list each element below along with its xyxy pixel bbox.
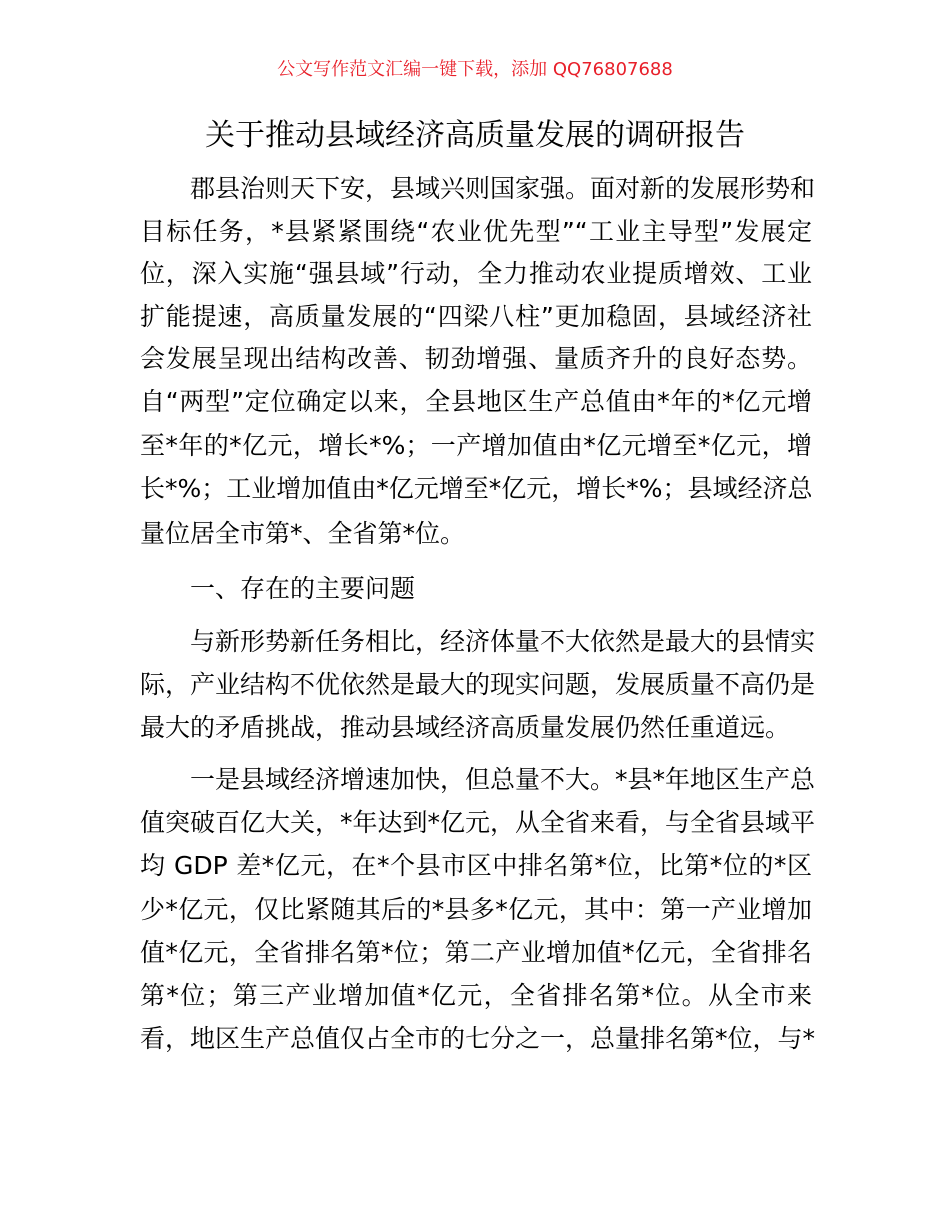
text-line: 与新形势新任务相比，经济体量不大依然是最大的县情实 xyxy=(190,627,816,656)
text-line: 看，地区生产总值仅占全市的七分之一，总量排名第*位，与* xyxy=(140,1024,816,1053)
text-line: 量位居全市第*、全省第*位。 xyxy=(140,519,466,548)
document-title: 关于推动县域经济高质量发展的调研报告 xyxy=(205,118,745,153)
text-line: 际，产业结构不优依然是最大的现实问题，发展质量不高仍是 xyxy=(140,670,816,699)
text-line: 扩能提速，高质量发展的“四梁八柱”更加稳固，县域经济社 xyxy=(140,302,812,331)
text-line: 值*亿元，全省排名第*位；第二产业增加值*亿元，全省排名 xyxy=(140,938,812,967)
text-line: 最大的矛盾挑战，推动县域经济高质量发展仍然任重道远。 xyxy=(140,713,791,742)
text-line: 会发展呈现出结构改善、韧劲增强、量质齐升的良好态势。 xyxy=(140,344,812,373)
text-line: 第*位；第三产业增加值*亿元，全省排名第*位。从全市来 xyxy=(140,981,812,1010)
text-line: 少*亿元，仅比紧随其后的*县多*亿元，其中：第一产业增加 xyxy=(140,895,812,924)
text-line: 至*年的*亿元，增长*%；一产增加值由*亿元增至*亿元，增 xyxy=(140,431,812,460)
text-line: 值突破百亿大关，*年达到*亿元，从全省来看，与全省县域平 xyxy=(140,808,816,837)
text-line: 位，深入实施“强县域”行动，全力推动农业提质增效、工业 xyxy=(140,259,812,288)
text-line: 一是县域经济增速加快，但总量不大。*县*年地区生产总 xyxy=(190,765,816,794)
download-banner: 公文写作范文汇编一键下载，添加 QQ76807688 xyxy=(277,59,673,80)
text-line: 郡县治则天下安，县域兴则国家强。面对新的发展形势和 xyxy=(190,174,816,203)
text-line: 长*%；工业增加值由*亿元增至*亿元，增长*%；县域经济总 xyxy=(140,474,813,503)
text-line: 均 GDP 差*亿元，在*个县市区中排名第*位，比第*位的*区 xyxy=(140,851,812,880)
text-line: 目标任务，*县紧紧围绕“农业优先型”“工业主导型”发展定 xyxy=(140,217,812,246)
text-line: 一、存在的主要问题 xyxy=(190,574,416,603)
text-line: 自“两型”定位确定以来，全县地区生产总值由*年的*亿元增 xyxy=(140,387,812,416)
